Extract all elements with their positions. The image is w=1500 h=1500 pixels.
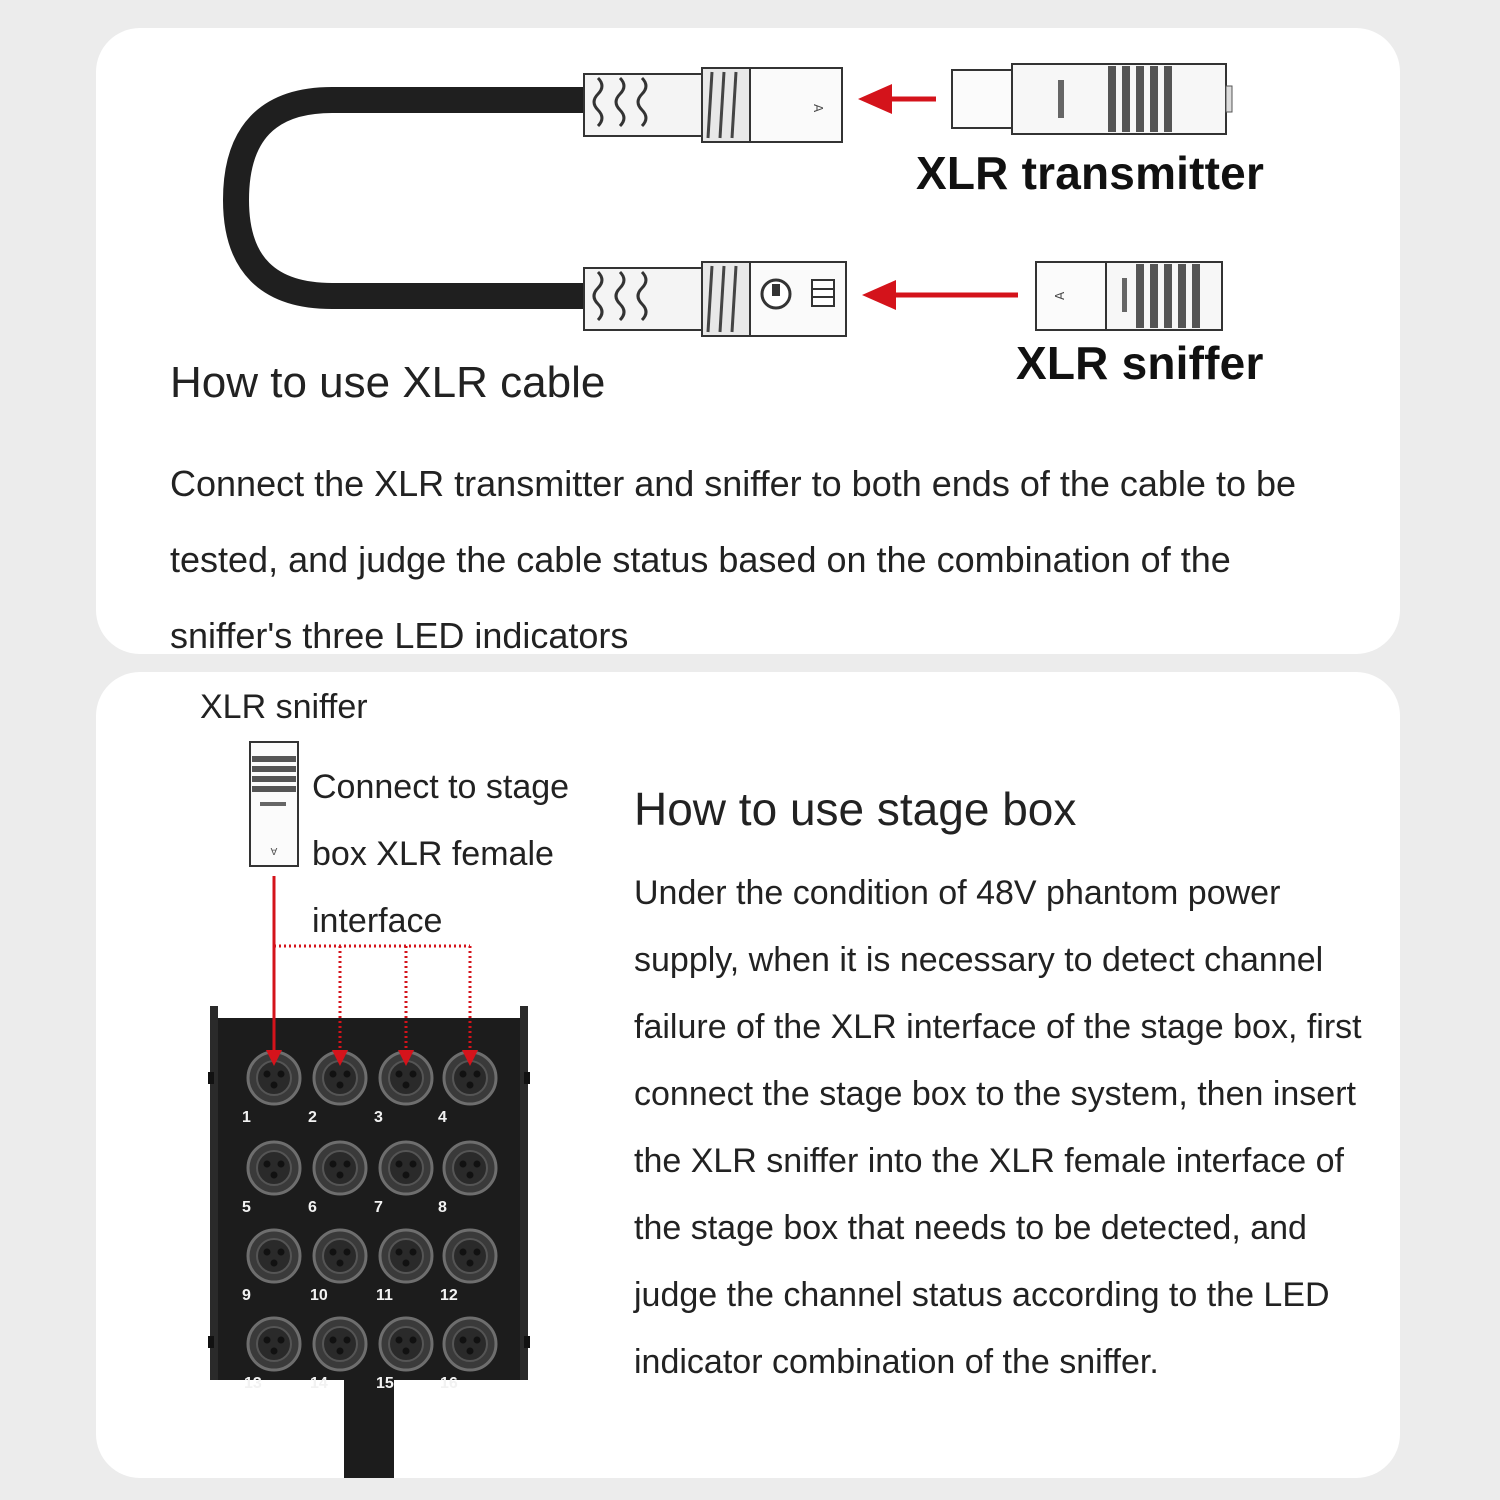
svg-text:A: A <box>270 845 278 856</box>
channel-number: 11 <box>376 1287 393 1304</box>
stage-box-description <box>634 860 1362 1396</box>
xlr-sniffer-label: XLR sniffer <box>1016 337 1264 389</box>
lower-xlr-connector <box>584 262 846 336</box>
description-line: tested, and judge the cable status based on the combination of the <box>170 539 1231 580</box>
channel-number: 8 <box>438 1199 447 1216</box>
xlr-female-jack <box>314 1230 366 1282</box>
connect-note-line: box XLR female <box>312 835 554 873</box>
xlr-cable-title: How to use XLR cable <box>170 358 606 407</box>
xlr-transmitter-device <box>952 64 1232 134</box>
xlr-female-jack <box>314 1142 366 1194</box>
channel-number: 13 <box>244 1375 262 1392</box>
xlr-female-jack <box>248 1318 300 1370</box>
xlr-female-jack <box>380 1142 432 1194</box>
xlr-sniffer-small-label: XLR sniffer <box>200 688 368 726</box>
channel-number: 4 <box>438 1109 447 1126</box>
xlr-female-jack <box>248 1230 300 1282</box>
xlr-female-jack <box>444 1230 496 1282</box>
channel-number: 9 <box>242 1287 251 1304</box>
description-line: the XLR sniffer into the XLR female interface of <box>634 1142 1344 1180</box>
xlr-transmitter-label: XLR transmitter <box>916 147 1265 199</box>
description-line: judge the channel status according to the LED <box>634 1276 1330 1314</box>
channel-number: 6 <box>308 1199 317 1216</box>
channel-number: 15 <box>376 1375 394 1392</box>
upper-xlr-connector <box>584 68 842 142</box>
svg-text:A: A <box>1053 291 1067 300</box>
channel-number: 2 <box>308 1109 317 1126</box>
stage-box-title: How to use stage box <box>634 783 1077 835</box>
arrow-to-upper-connector <box>858 84 936 114</box>
channel-number: 3 <box>374 1109 383 1126</box>
connect-note-line: Connect to stage <box>312 768 570 806</box>
xlr-cable-description <box>170 446 1296 654</box>
svg-text:A: A <box>811 104 825 113</box>
channel-number: 14 <box>310 1375 328 1392</box>
description-line: supply, when it is necessary to detect channel <box>634 941 1324 979</box>
description-line: failure of the XLR interface of the stage box, first <box>634 1008 1362 1046</box>
xlr-sniffer-device <box>1036 262 1222 330</box>
xlr-cable-panel <box>96 28 1400 654</box>
channel-number: 5 <box>242 1199 251 1216</box>
channel-number: 7 <box>374 1199 383 1216</box>
arrow-to-lower-connector <box>862 280 1018 310</box>
channel-number: 1 <box>242 1109 251 1126</box>
connect-note-line: interface <box>312 902 443 940</box>
connect-note <box>312 754 569 955</box>
channel-number: 12 <box>440 1287 458 1304</box>
xlr-female-jack <box>444 1318 496 1370</box>
description-line: Connect the XLR transmitter and sniffer to both ends of the cable to be <box>170 463 1297 504</box>
description-line: connect the stage box to the system, then insert <box>634 1075 1356 1113</box>
xlr-female-jack <box>248 1142 300 1194</box>
xlr-female-jack <box>380 1318 432 1370</box>
xlr-female-jack <box>380 1230 432 1282</box>
description-line: the stage box that needs to be detected, and <box>634 1209 1307 1247</box>
channel-number: 10 <box>310 1287 328 1304</box>
xlr-cable <box>236 100 586 296</box>
xlr-female-jack <box>314 1318 366 1370</box>
description-line: sniffer's three LED indicators <box>170 615 629 654</box>
description-line: indicator combination of the sniffer. <box>634 1343 1159 1381</box>
small-xlr-sniffer-device <box>250 742 298 866</box>
channel-number: 16 <box>440 1375 458 1392</box>
stage-box-panel <box>96 672 1400 1478</box>
xlr-female-jack <box>444 1142 496 1194</box>
description-line: Under the condition of 48V phantom power <box>634 874 1281 912</box>
